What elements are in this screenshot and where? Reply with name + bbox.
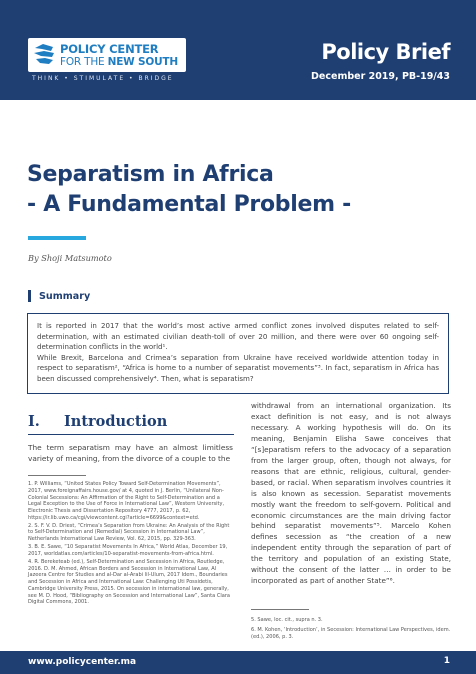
summary-paragraph-1: It is reported in 2017 that the world’s most active armed conflict zones involved disputes related to self-determination, with an estimated civilian death-toll of over 20 million, and there were over 60 ongoing self-determination conflicts in the world¹. (37, 321, 439, 352)
logo-text-line2-prefix: FOR THE (60, 56, 108, 68)
policy-center-logo (28, 38, 186, 72)
author-byline: By Shoji Matsumoto (28, 253, 112, 263)
introduction-left-column-text: The term separatism may have an almost limitless variety of meaning, from the divorce of a couple to the (28, 443, 233, 463)
logo-text-line2 (60, 56, 178, 68)
summary-paragraph-2: While Brexit, Barcelona and Crimea’s separation from Ukraine have received worldwide attention today in respect to separatism², “Africa is home to a number of separatist movements”³. In fact, separatism in Africa has been discussed comprehensively⁴. Then, what is separatism? (37, 352, 439, 383)
footnote-3: 3. B. E. Sawe, “10 Separatist Movements In Africa,” World Atlas, December 19, 2017, worldatlas.com/articles/10-separatist-movements-from-africa.html. (28, 544, 228, 557)
introduction-right-column-text: withdrawal from an international organization. Its exact definition is not easy, and is not always necessary. A working hypothesis will do. On its meaning, Benjamin Elisha Sawe conceives that “[s]eparatism refers to the advocacy of a separation from the larger group, often, though not always, for reasons that are ethnic, religious, cultural, gender-based, or racial. When separatism involves countries it is also known as secession. Separatist movements mostly want the freedom to self-govern. Political and economic circumstances are the main driving factor behind separatist movements”⁵. Marcelo Kohen defines secession as “the creation of a new independent entity through the separation of part of the territory and population of an existing State, without the consent of the latter … in order to be incorporated as part of another State”⁶. (251, 401, 451, 586)
footer-website-link[interactable]: www.policycenter.ma (28, 657, 137, 667)
footnote-separator-left (28, 475, 86, 476)
footnote-4: 4. R. Bereketeab (ed.), Self-Determination and Secession in Africa, Routledge, 2016. D. M. Ahmed, African Borders and Secession in International Law, Al Jazeera Centre for Studies and al-Dar al-Arabi lil-Ulum, 2017 Idem., Boundaries and Secession in Africa and International Law: Challenging Uti Possidetis, Cambridge University Press, 2015. On secession in international law, generally, see M. D. Hood, “Bibliography on Secession and International Law”, Santa Clara Digital Commons, 2001. (28, 558, 231, 606)
introduction-heading (28, 413, 167, 430)
footnote-separator-right (251, 609, 309, 610)
globe-logo-icon (32, 42, 56, 68)
section-title: Introduction (64, 413, 168, 430)
page-header (0, 0, 476, 100)
footnote-5: 5. Sawe, loc. cit., supra n. 3. (251, 617, 323, 623)
logo-text-line1: POLICY CENTER (60, 42, 159, 56)
logo-text-line2-bold: NEW SOUTH (107, 56, 178, 68)
summary-box (27, 313, 449, 394)
footnotes-right (251, 617, 451, 644)
footnote-6: 6. M. Kohen, ‘Introduction’, in Secession: International Law Perspectives, idem. (ed.), 2006, p. 3. (251, 626, 451, 640)
section-heading-rule (28, 434, 234, 435)
section-number: I. (28, 413, 40, 430)
page-footer (0, 651, 476, 674)
brief-date-reference: December 2019, PB-19/43 (311, 71, 450, 82)
title-line-1: Separatism in Africa (27, 162, 274, 187)
document-title (27, 160, 351, 220)
summary-heading (28, 289, 90, 303)
brief-type-title: Policy Brief (321, 40, 450, 64)
title-accent-bar (28, 236, 86, 240)
footnotes-left (28, 481, 233, 607)
footnote-1: 1. P. Williams, “United States Policy Toward Self-Determination Movements”, 2017, www.foreignaffairs.house.gov/ at 4, quoted in J. Berlin, “Unilateral Non-Colonial Secessions: An Affirmation of the Right to Self-Determination and a Legal Exception to the Use of Force in International Law”, Western University, Electronic Thesis and Dissertation Repository 4777, 2017, p. 62, https://ir.lib.uwo.ca/cgi/viewcontent.cgi?article=6699&context=etd. (28, 481, 225, 521)
page-number: 1 (443, 656, 450, 666)
title-line-2: - A Fundamental Problem - (27, 192, 351, 217)
summary-label: Summary (39, 290, 91, 302)
summary-heading-marker (28, 290, 31, 302)
footnote-2: 2. S. F. V. D. Driest, “Crimea’s Separation from Ukraine: An Analysis of the Right to Self-Determination and (Remedial) Secession in International Law”, Netherlands International Law Review, Vol. 62, 2015, pp. 329-363. (28, 522, 230, 543)
tagline: THINK • STIMULATE • BRIDGE (32, 75, 174, 82)
